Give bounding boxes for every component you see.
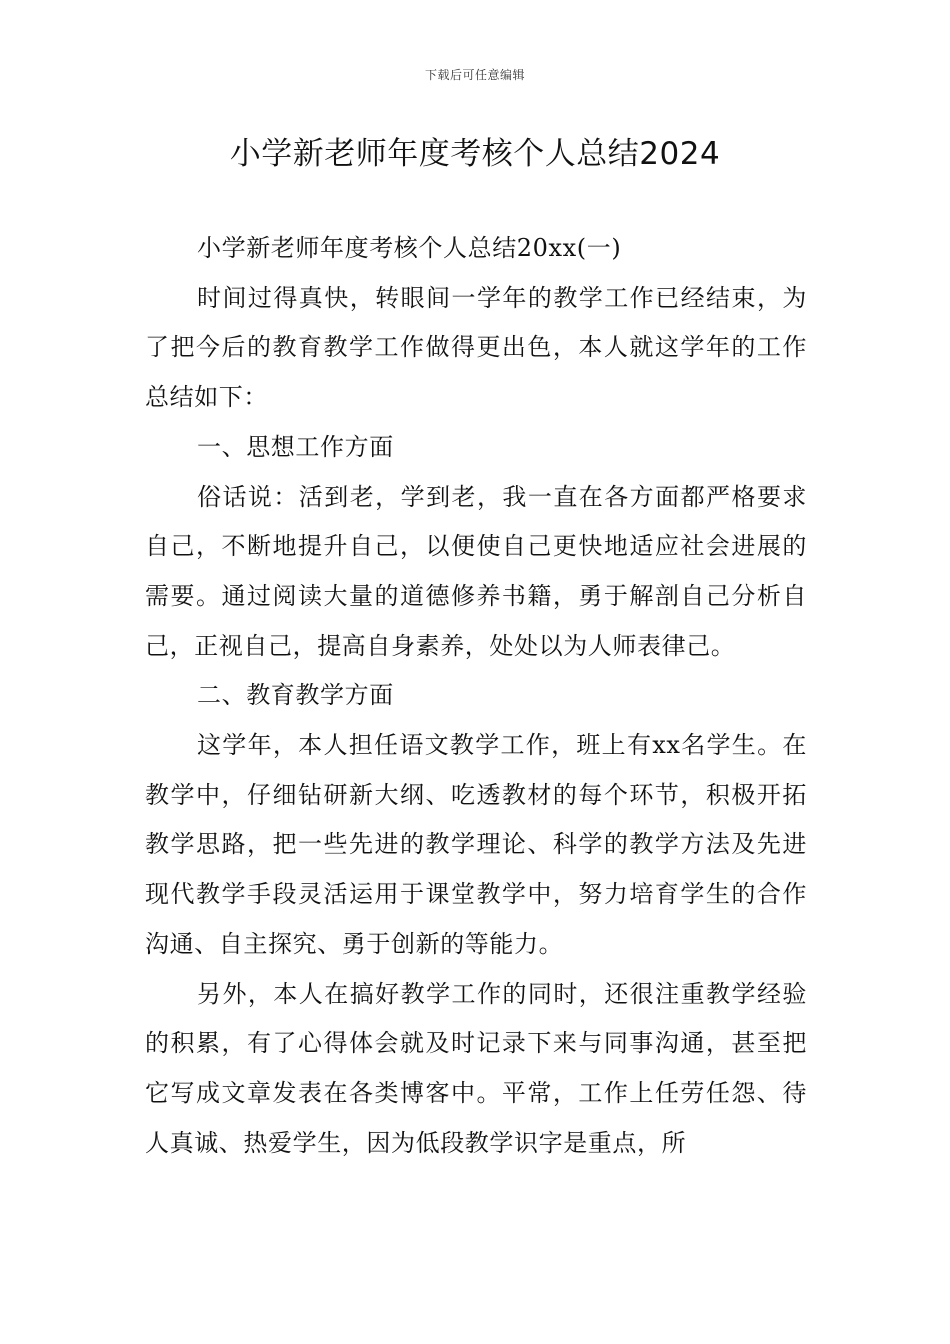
thought-paragraph: 俗话说：活到老，学到老，我一直在各方面都严格要求自己，不断地提升自己，以便使自己更快地适应社会进展的需要。通过阅读大量的道德修养书籍，勇于解剖自己分析自己，正视自己，提高自身素养，处处以为人师表律己。 [145, 482, 807, 660]
document-body [145, 224, 807, 1168]
teaching-paragraph: 这学年，本人担任语文教学工作，班上有xx名学生。在教学中，仔细钻研新大纲、吃透教材的每个环节，积极开拓教学思路，把一些先进的教学理论、科学的教学方法及先进现代教学手段灵活运用于课堂教学中，努力培育学生的合作沟通、自主探究、勇于创新的等能力。 [145, 731, 807, 958]
section-heading-teaching: 二、教育教学方面 [197, 681, 394, 710]
section-heading-thought: 一、思想工作方面 [197, 432, 394, 461]
intro-paragraph: 时间过得真快，转眼间一学年的教学工作已经结束，为了把今后的教育教学工作做得更出色，本人就这学年的工作总结如下： [145, 283, 807, 412]
experience-paragraph: 另外，本人在搞好教学工作的同时，还很注重教学经验的积累，有了心得体会就及时记录下来与同事沟通，甚至把它写成文章发表在各类博客中。平常，工作上任劳任怨、待人真诚、热爱学生，因为低段教学识字是重点，所 [145, 979, 807, 1157]
document-title: 小学新老师年度考核个人总结2024 [229, 136, 721, 172]
subtitle-paragraph: 小学新老师年度考核个人总结20xx(一) [197, 234, 622, 262]
header-note: 下载后可任意编辑 [424, 68, 525, 82]
